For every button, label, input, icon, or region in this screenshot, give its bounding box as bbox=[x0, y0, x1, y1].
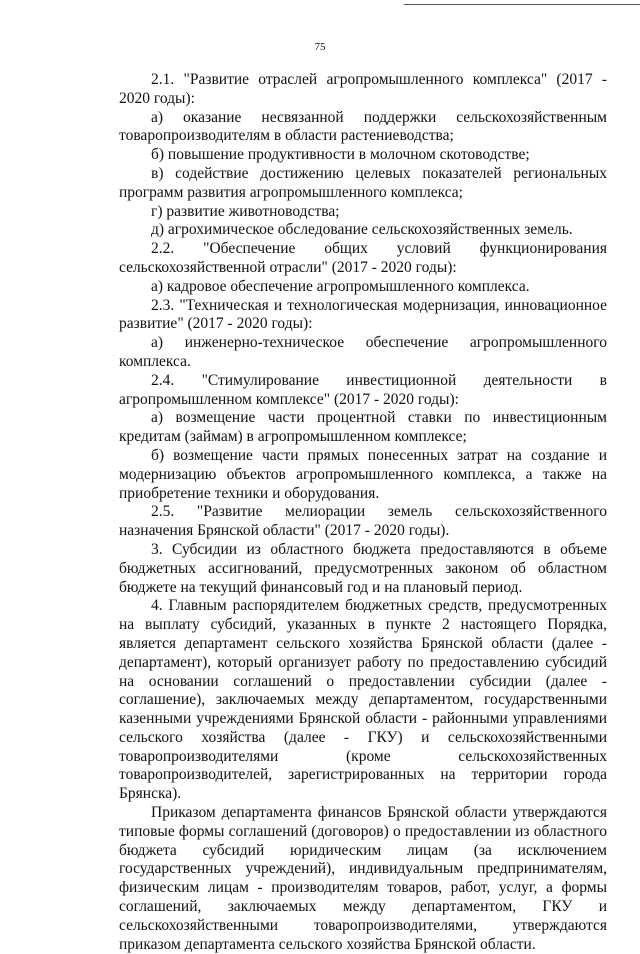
paragraph-2-3-a: а) инженерно-техническое обеспечение агропромышленного комплекса. bbox=[119, 334, 607, 370]
paragraph-4: 4. Главным распорядителем бюджетных средств, предусмотренных на выплату субсидий, указанных в пункте 2 настоящего Порядка, является департамент сельского хозяйства Брянской области (далее - департамент), который организует работу по предоставлению субсидий на основании соглашений о предоставлении субсидии (далее - соглашение), заключаемых между департаментом, государственными казенными учреждениями Брянской области - районными управлениями сельского хозяйства (далее - ГКУ) и сельскохозяйственными товаропроизводителями (кроме сельскохозяйственных товаропроизводителей, зарегистрированных на территории города Брянска). bbox=[119, 597, 607, 803]
paragraph-2-3-heading: 2.3. "Техническая и технологическая модернизация, инновационное развитие" (2017 - 2020 годы): bbox=[119, 296, 607, 333]
paragraph-2-1-v: в) содействие достижению целевых показателей региональных программ развития агропромышленного комплекса; bbox=[119, 164, 607, 201]
paragraph-2-1-heading: 2.1. "Развитие отраслей агропромышленного комплекса" (2017 - 2020 годы): bbox=[119, 71, 607, 107]
paragraph-2-5-heading: 2.5. "Развитие мелиорации земель сельскохозяйственного назначения Брянской области" (2017 - 2020 годы). bbox=[119, 503, 607, 540]
paragraph-order-forms: Приказом департамента финансов Брянской области утверждаются типовые формы соглашений (договоров) о предоставлении из областного бюджета субсидий юридическим лицам (за исключением государственных учреждений), индивидуальным предпринимателям, физическим лицам - производителям товаров, работ, услуг, а формы соглашений, заключаемых между департаментом, ГКУ и сельскохозяйственными товаропроизводителями, утверждаются приказом департамента сельского хозяйства Брянской области. bbox=[119, 804, 607, 953]
paragraph-2-4-a: а) возмещение части процентной ставки по инвестиционным кредитам (займам) в агропромышленном комплексе; bbox=[119, 409, 607, 446]
paragraph-2-1-g: г) развитие животноводства; bbox=[151, 202, 340, 220]
paragraph-2-4-b: б) возмещение части прямых понесенных затрат на создание и модернизацию объектов агропромышленного комплекса, а также на приобретение техники и оборудования. bbox=[119, 446, 607, 502]
paragraph-2-2-a: а) кадровое обеспечение агропромышленного комплекса. bbox=[151, 277, 530, 295]
paragraph-2-2-heading: 2.2. "Обеспечение общих условий функционирования сельскохозяйственной отрасли" (2017 - 2020 годы): bbox=[119, 240, 607, 276]
page-number: 75 bbox=[314, 41, 326, 53]
paragraph-2-1-a: а) оказание несвязанной поддержки сельскохозяйственным товаропроизводителям в области растениеводства; bbox=[119, 108, 607, 145]
top-edge-line bbox=[404, 4, 640, 5]
paragraph-2-4-heading: 2.4. "Стимулирование инвестиционной деятельности в агропромышленном комплексе" (2017 - 2020 годы): bbox=[119, 371, 607, 408]
document-body bbox=[119, 71, 607, 954]
paragraph-2-1-d: д) агрохимическое обследование сельскохозяйственных земель. bbox=[151, 221, 573, 239]
paragraph-2-1-b: б) повышение продуктивности в молочном скотоводстве; bbox=[151, 146, 530, 164]
paragraph-3: 3. Субсидии из областного бюджета предоставляются в объеме бюджетных ассигнований, предусмотренных законом об областном бюджете на текущий финансовый год и на плановый период. bbox=[119, 540, 607, 596]
